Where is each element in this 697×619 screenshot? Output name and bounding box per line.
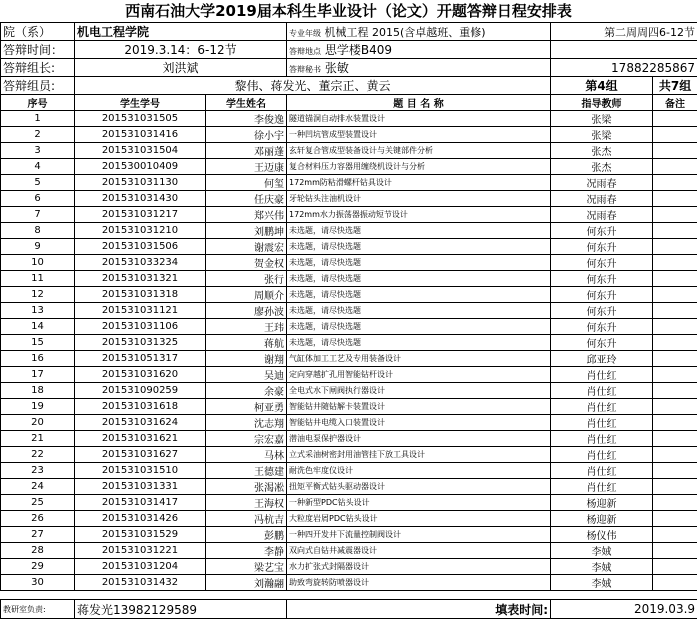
table-row — [1, 495, 697, 511]
row-student-id: 201531031130 — [75, 175, 206, 191]
row-topic: 潜油电泵保护器设计 — [287, 431, 551, 447]
row-advisor: 张杰 — [551, 143, 653, 159]
row-student-id: 201531031416 — [75, 127, 206, 143]
info-row-leader — [1, 59, 697, 77]
row-student-name: 王德建 — [206, 463, 287, 479]
row-index: 30 — [1, 575, 75, 591]
row-notes — [653, 303, 697, 319]
info-row-time — [1, 41, 697, 59]
row-topic: 172mm水力振荡器振动短节设计 — [287, 207, 551, 223]
row-notes — [653, 495, 697, 511]
row-notes — [653, 559, 697, 575]
row-topic: 双向式自钻井减震器设计 — [287, 543, 551, 559]
row-student-name: 邓丽蓬 — [206, 143, 287, 159]
row-index: 6 — [1, 191, 75, 207]
row-student-name: 马林 — [206, 447, 287, 463]
row-student-id: 201531031106 — [75, 319, 206, 335]
row-notes — [653, 351, 697, 367]
row-index: 5 — [1, 175, 75, 191]
row-notes — [653, 271, 697, 287]
row-student-name: 冯杭吉 — [206, 511, 287, 527]
venue-cell — [287, 41, 551, 59]
row-index: 27 — [1, 527, 75, 543]
row-index: 28 — [1, 543, 75, 559]
row-advisor: 张梁 — [551, 111, 653, 127]
table-row — [1, 191, 697, 207]
row-notes — [653, 207, 697, 223]
row-student-name: 刘鹏坤 — [206, 223, 287, 239]
row-notes — [653, 543, 697, 559]
table-row — [1, 399, 697, 415]
row-notes — [653, 479, 697, 495]
row-index: 17 — [1, 367, 75, 383]
row-topic: 耐洗色牢度仪设计 — [287, 463, 551, 479]
row-student-id: 201531031624 — [75, 415, 206, 431]
row-index: 25 — [1, 495, 75, 511]
major-cell — [287, 23, 551, 41]
row-topic: 一种凹坑管成型装置设计 — [287, 127, 551, 143]
row-topic: 水力扩张式封隔器设计 — [287, 559, 551, 575]
row-student-name: 吴迪 — [206, 367, 287, 383]
row-student-name: 贺金权 — [206, 255, 287, 271]
venue-value: 思学楼B409 — [325, 43, 392, 57]
row-index: 14 — [1, 319, 75, 335]
row-topic: 复合材料压力容器用缠绕机设计与分析 — [287, 159, 551, 175]
row-index: 8 — [1, 223, 75, 239]
row-student-id: 201531031204 — [75, 559, 206, 575]
table-row — [1, 543, 697, 559]
table-row — [1, 127, 697, 143]
table-row — [1, 383, 697, 399]
row-advisor: 肖仕红 — [551, 399, 653, 415]
row-topic: 未选题，请尽快选题 — [287, 303, 551, 319]
row-notes — [653, 143, 697, 159]
row-advisor: 况雨春 — [551, 175, 653, 191]
row-student-id: 201531031121 — [75, 303, 206, 319]
row-student-name: 蒋航 — [206, 335, 287, 351]
secretary-label: 答辩秘书 — [289, 65, 321, 74]
row-index: 15 — [1, 335, 75, 351]
table-row — [1, 479, 697, 495]
row-index: 9 — [1, 239, 75, 255]
major-label: 专业年级 — [289, 29, 321, 38]
row-student-id: 201531031529 — [75, 527, 206, 543]
row-index: 13 — [1, 303, 75, 319]
table-row — [1, 335, 697, 351]
table-row — [1, 287, 697, 303]
row-advisor: 况雨春 — [551, 191, 653, 207]
row-student-id: 201531031510 — [75, 463, 206, 479]
table-row — [1, 111, 697, 127]
row-notes — [653, 575, 697, 591]
table-row — [1, 319, 697, 335]
row-student-id: 201531031210 — [75, 223, 206, 239]
leader-label: 答辩组长: — [1, 59, 75, 77]
row-advisor: 何东升 — [551, 303, 653, 319]
row-notes — [653, 175, 697, 191]
row-topic: 未选题，请尽快选题 — [287, 287, 551, 303]
table-row — [1, 303, 697, 319]
row-index: 18 — [1, 383, 75, 399]
college-label: 院（系） — [1, 23, 75, 41]
row-student-name: 沈志翔 — [206, 415, 287, 431]
row-student-id: 201531031325 — [75, 335, 206, 351]
header-notes: 备注 — [653, 95, 697, 111]
row-topic: 智能钻井随钻解卡装置设计 — [287, 399, 551, 415]
row-advisor: 肖仕红 — [551, 383, 653, 399]
table-row — [1, 351, 697, 367]
table-row — [1, 271, 697, 287]
row-student-name: 徐小宇 — [206, 127, 287, 143]
row-index: 12 — [1, 287, 75, 303]
row-notes — [653, 415, 697, 431]
row-index: 4 — [1, 159, 75, 175]
row-student-name: 张行 — [206, 271, 287, 287]
row-student-name: 宗宏嘉 — [206, 431, 287, 447]
row-index: 3 — [1, 143, 75, 159]
table-row — [1, 559, 697, 575]
row-student-name: 谢翔 — [206, 351, 287, 367]
row-notes — [653, 367, 697, 383]
row-topic: 未选题，请尽快选题 — [287, 255, 551, 271]
row-student-id: 201531031318 — [75, 287, 206, 303]
row-notes — [653, 511, 697, 527]
footer-date-value: 2019.03.9 — [551, 600, 697, 619]
row-topic: 定向穿越扩孔用智能钻杆设计 — [287, 367, 551, 383]
row-notes — [653, 223, 697, 239]
table-row — [1, 431, 697, 447]
info-row-members — [1, 77, 697, 95]
row-student-name: 刘瀚翮 — [206, 575, 287, 591]
row-advisor: 张杰 — [551, 159, 653, 175]
row-student-id: 201531031426 — [75, 511, 206, 527]
row-student-id: 201530010409 — [75, 159, 206, 175]
row-index: 2 — [1, 127, 75, 143]
row-topic: 智能钻井电缆入口装置设计 — [287, 415, 551, 431]
row-topic: 一种四开发井下流量控制阀设计 — [287, 527, 551, 543]
row-student-name: 任庆豪 — [206, 191, 287, 207]
row-index: 16 — [1, 351, 75, 367]
row-student-id: 201531033234 — [75, 255, 206, 271]
total-groups: 共7组 — [653, 77, 697, 95]
table-row — [1, 239, 697, 255]
row-student-id: 201531031506 — [75, 239, 206, 255]
row-student-id: 201531031331 — [75, 479, 206, 495]
table-row — [1, 575, 697, 591]
row-student-id: 201531031627 — [75, 447, 206, 463]
location-note: 第二周周四6-12节 — [551, 23, 697, 41]
row-student-name: 王海权 — [206, 495, 287, 511]
row-topic: 未选题，请尽快选题 — [287, 271, 551, 287]
row-student-id: 201531031321 — [75, 271, 206, 287]
row-student-id: 201531031618 — [75, 399, 206, 415]
row-topic: 一种新型PDC钻头设计 — [287, 495, 551, 511]
row-advisor: 何东升 — [551, 255, 653, 271]
members-value: 黎伟、蒋发光、董宗正、黄云 — [75, 77, 551, 95]
row-student-name: 彭鹏 — [206, 527, 287, 543]
row-student-name: 何玺 — [206, 175, 287, 191]
row-notes — [653, 239, 697, 255]
row-index: 7 — [1, 207, 75, 223]
row-student-id: 201531031505 — [75, 111, 206, 127]
table-row — [1, 255, 697, 271]
header-advisor: 指导教师 — [551, 95, 653, 111]
row-student-name: 周顺介 — [206, 287, 287, 303]
header-student-id: 学生学号 — [75, 95, 206, 111]
row-notes — [653, 111, 697, 127]
row-student-name: 张渴凇 — [206, 479, 287, 495]
row-student-name: 梁艺宝 — [206, 559, 287, 575]
table-row — [1, 159, 697, 175]
row-advisor: 何东升 — [551, 239, 653, 255]
secretary-phone: 17882285867 — [551, 59, 697, 77]
table-row — [1, 143, 697, 159]
row-index: 1 — [1, 111, 75, 127]
row-student-id: 201531031217 — [75, 207, 206, 223]
row-student-name: 王玮 — [206, 319, 287, 335]
footer-row — [1, 600, 697, 619]
row-notes — [653, 335, 697, 351]
row-advisor: 杨迎新 — [551, 511, 653, 527]
row-index: 29 — [1, 559, 75, 575]
footer-contact-value: 蒋发光13982129589 — [75, 600, 287, 619]
row-notes — [653, 319, 697, 335]
table-row — [1, 207, 697, 223]
row-index: 19 — [1, 399, 75, 415]
row-advisor: 肖仕红 — [551, 447, 653, 463]
row-index: 26 — [1, 511, 75, 527]
row-topic: 助致弯旋转防喷器设计 — [287, 575, 551, 591]
footer-gap — [1, 591, 697, 600]
row-student-name: 谢震宏 — [206, 239, 287, 255]
row-topic: 大粒度岩屑PDC钻头设计 — [287, 511, 551, 527]
row-student-name: 柯亚勇 — [206, 399, 287, 415]
row-advisor: 肖仕红 — [551, 367, 653, 383]
table-row — [1, 511, 697, 527]
row-student-name: 余豪 — [206, 383, 287, 399]
row-topic: 全电式水下闸阀执行器设计 — [287, 383, 551, 399]
row-topic: 未选题，请尽快选题 — [287, 319, 551, 335]
table-row — [1, 223, 697, 239]
table-row — [1, 463, 697, 479]
row-index: 20 — [1, 415, 75, 431]
table-row — [1, 415, 697, 431]
row-advisor: 肖仕红 — [551, 431, 653, 447]
secretary-value: 张敏 — [325, 61, 349, 75]
student-rows — [1, 111, 697, 591]
row-notes — [653, 399, 697, 415]
row-advisor: 肖仕红 — [551, 463, 653, 479]
row-topic: 172mm防粘滑螺杆钻具设计 — [287, 175, 551, 191]
table-row — [1, 175, 697, 191]
row-student-id: 201531031417 — [75, 495, 206, 511]
row-index: 22 — [1, 447, 75, 463]
row-advisor: 何东升 — [551, 319, 653, 335]
row-student-name: 廖孙波 — [206, 303, 287, 319]
table-row — [1, 447, 697, 463]
row-topic: 玄轩复合管成型装备设计与关键部件分析 — [287, 143, 551, 159]
row-topic: 扭矩平衡式钻头驱动器设计 — [287, 479, 551, 495]
row-student-id: 201531031432 — [75, 575, 206, 591]
row-topic: 未选题，请尽快选题 — [287, 239, 551, 255]
row-advisor: 杨仪伟 — [551, 527, 653, 543]
table-row — [1, 527, 697, 543]
row-advisor: 何东升 — [551, 223, 653, 239]
row-topic: 气缸体加工工艺及专用装备设计 — [287, 351, 551, 367]
row-notes — [653, 431, 697, 447]
row-advisor: 邱亚玲 — [551, 351, 653, 367]
row-notes — [653, 463, 697, 479]
info-row-college — [1, 23, 697, 41]
row-topic: 立式采油树密封用油管挂下放工具设计 — [287, 447, 551, 463]
row-student-id: 201531031221 — [75, 543, 206, 559]
row-advisor: 何东升 — [551, 287, 653, 303]
row-notes — [653, 127, 697, 143]
row-topic: 隧道锚洞自动排水装置设计 — [287, 111, 551, 127]
row-index: 24 — [1, 479, 75, 495]
row-topic: 牙轮钻头注油机设计 — [287, 191, 551, 207]
row-student-id: 201531031504 — [75, 143, 206, 159]
row-index: 10 — [1, 255, 75, 271]
row-index: 21 — [1, 431, 75, 447]
header-student-name: 学生姓名 — [206, 95, 287, 111]
time-label: 答辩时间： — [1, 41, 75, 59]
footer-contact-label: 教研室负责: — [1, 600, 75, 619]
row-advisor: 何东升 — [551, 271, 653, 287]
row-notes — [653, 447, 697, 463]
row-student-name: 王迈康 — [206, 159, 287, 175]
row-advisor: 况雨春 — [551, 207, 653, 223]
row-notes — [653, 527, 697, 543]
row-advisor: 肖仕红 — [551, 415, 653, 431]
blank-cell — [551, 41, 697, 59]
leader-value: 刘洪斌 — [75, 59, 287, 77]
footer-date-label: 填表时间: — [287, 600, 551, 619]
row-notes — [653, 383, 697, 399]
major-value: 机械工程 2015(含卓越班、重修) — [325, 26, 486, 39]
secretary-cell — [287, 59, 551, 77]
row-student-id: 201531031620 — [75, 367, 206, 383]
row-student-id: 201531031621 — [75, 431, 206, 447]
row-student-name: 李俊逸 — [206, 111, 287, 127]
row-advisor: 李娀 — [551, 559, 653, 575]
row-advisor: 李娀 — [551, 543, 653, 559]
row-advisor: 杨迎新 — [551, 495, 653, 511]
row-student-name: 郑兴伟 — [206, 207, 287, 223]
row-advisor: 何东升 — [551, 335, 653, 351]
college-value: 机电工程学院 — [75, 23, 287, 41]
schedule-table — [0, 22, 697, 619]
table-row — [1, 367, 697, 383]
group-label: 第4组 — [551, 77, 653, 95]
row-index: 11 — [1, 271, 75, 287]
row-student-id: 201531051317 — [75, 351, 206, 367]
members-label: 答辩组员: — [1, 77, 75, 95]
row-topic: 未选题，请尽快选题 — [287, 335, 551, 351]
header-topic: 题 目 名 称 — [287, 95, 551, 111]
row-advisor: 李娀 — [551, 575, 653, 591]
venue-label: 答辩地点 — [289, 47, 321, 56]
row-topic: 未选题，请尽快选题 — [287, 223, 551, 239]
row-advisor: 肖仕红 — [551, 479, 653, 495]
row-advisor: 张梁 — [551, 127, 653, 143]
sheet-title: 西南石油大学2019届本科生毕业设计（论文）开题答辩日程安排表 — [0, 0, 697, 22]
row-notes — [653, 255, 697, 271]
row-student-id: 201531031430 — [75, 191, 206, 207]
row-notes — [653, 159, 697, 175]
row-student-id: 201531090259 — [75, 383, 206, 399]
row-notes — [653, 287, 697, 303]
row-student-name: 李静 — [206, 543, 287, 559]
row-notes — [653, 191, 697, 207]
header-index: 序号 — [1, 95, 75, 111]
row-index: 23 — [1, 463, 75, 479]
header-row — [1, 95, 697, 111]
time-value: 2019.3.14：6-12节 — [75, 41, 287, 59]
